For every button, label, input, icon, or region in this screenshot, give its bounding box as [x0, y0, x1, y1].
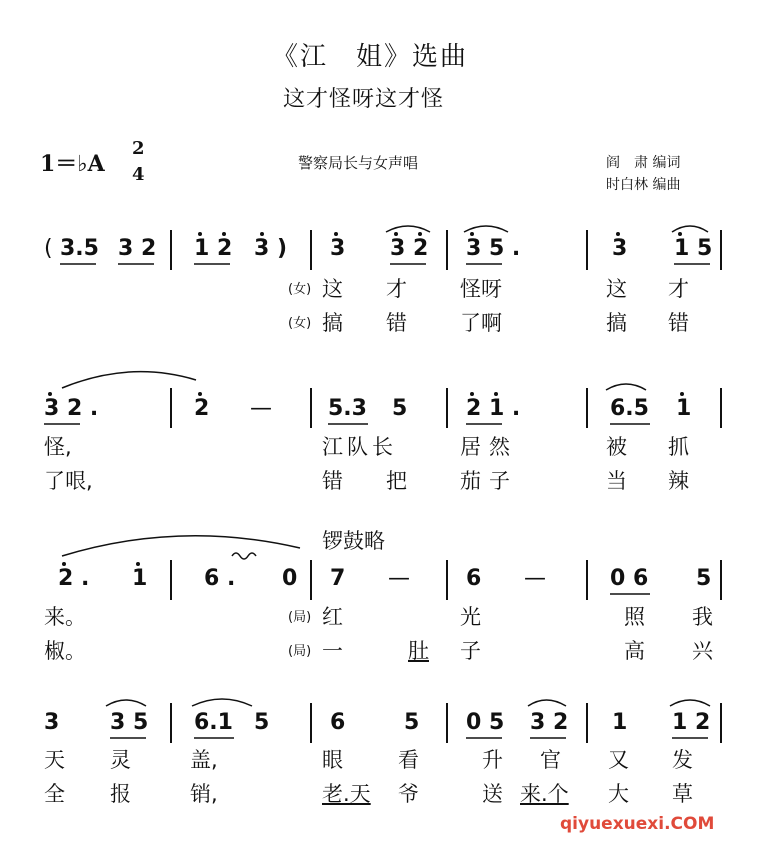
lyric: 来.个 [520, 782, 569, 806]
lyric: 才 [386, 277, 407, 301]
note: 0 6 [610, 566, 649, 591]
slur [528, 700, 566, 706]
note: — [250, 396, 272, 421]
note: 6 . [204, 566, 236, 591]
slur [386, 226, 430, 232]
lyric: 照 [624, 605, 645, 629]
watermark-text: qiyuexuexi.COM [560, 814, 715, 834]
song-title: 《江 姐》选曲 [272, 42, 469, 72]
note: — [388, 566, 410, 591]
lyric: 这 [322, 277, 343, 301]
note: 1 [676, 396, 692, 421]
lyric: 爷 [398, 782, 419, 806]
slur [672, 226, 708, 232]
percussion-tag: 锣鼓略 [322, 529, 385, 553]
lyric: 了哏, [44, 469, 93, 493]
lyric: 错 [386, 311, 407, 335]
tie [62, 536, 300, 556]
note: 1 5 [674, 236, 713, 261]
key-signature: 1＝♭A [40, 151, 105, 177]
lyric: 辣 [668, 469, 689, 493]
lyric: 老.天 [322, 782, 371, 806]
lyric: 江队长 [322, 435, 397, 459]
note: 2 [194, 396, 210, 421]
lyric: 看 [398, 748, 419, 772]
lyric: 升 [482, 748, 503, 772]
role-label: (局) [288, 644, 312, 659]
note: 2 1 . [466, 396, 521, 421]
role-label: (女) [288, 282, 312, 297]
lyric: 了啊 [460, 311, 502, 335]
lyric: 眼 [322, 748, 343, 772]
performer-label: 警察局长与女声唱 [298, 154, 419, 172]
lyric: 我 [692, 605, 713, 629]
lyric: 灵 [110, 748, 131, 772]
slur [106, 700, 146, 706]
lyric: 红 [322, 605, 343, 629]
lyric: 子 [460, 639, 481, 663]
composer-credit: 时白林 编曲 [606, 177, 681, 193]
slur [192, 699, 252, 706]
note: 3 2 [118, 236, 157, 261]
note: 3 5 [110, 710, 149, 735]
lyric: 肚 [408, 639, 429, 663]
role-label: (女) [288, 316, 312, 331]
lyric: 又 [608, 748, 629, 772]
note: 5 [696, 566, 712, 591]
slur [606, 384, 646, 390]
lyric: 官 [540, 748, 561, 772]
note: 6 [330, 710, 346, 735]
note: 3 [44, 710, 60, 735]
note: 0 5 [466, 710, 505, 735]
lyric: 当 [606, 469, 627, 493]
slur [670, 700, 710, 706]
lyric: 盖, [190, 748, 218, 772]
lyric: 送 [482, 782, 503, 806]
lyric: 天 [44, 748, 65, 772]
lyricist-credit: 阎 肃 编词 [606, 155, 681, 171]
lyric: 全 [44, 782, 65, 806]
note: 5 [254, 710, 270, 735]
lyric: 把 [386, 469, 407, 493]
note: 6.1 [194, 710, 233, 735]
lyric: 椒。 [44, 639, 86, 663]
note: 2 . [58, 566, 90, 591]
note: — [524, 566, 546, 591]
lyric: 销, [190, 782, 218, 806]
note: 3.5 [60, 236, 99, 261]
lyric: 草 [672, 782, 693, 806]
note: 7 [330, 566, 346, 591]
note: 5.3 [328, 396, 367, 421]
lyric: 错 [668, 311, 689, 335]
lyric: 一 [322, 639, 343, 663]
lyric: 高 [624, 639, 645, 663]
note: 6.5 [610, 396, 649, 421]
lyric: 搞 [606, 311, 627, 335]
lyric: 怪, [44, 435, 72, 459]
note: 5 [404, 710, 420, 735]
note: ( [44, 236, 53, 261]
lyric: 报 [110, 782, 131, 806]
lyric: 错 [322, 469, 343, 493]
lyric: 兴 [692, 639, 713, 663]
note: 0 [282, 566, 298, 591]
tie [62, 372, 196, 388]
note: 5 [392, 396, 408, 421]
lyric: 被 [606, 435, 627, 459]
lyric: 大 [608, 782, 629, 806]
note: 1 2 [194, 236, 233, 261]
note: 3 ) [254, 236, 288, 261]
trill-mark [232, 553, 256, 559]
note: 1 [612, 710, 628, 735]
lyric: 搞 [322, 311, 343, 335]
song-subtitle: 这才怪呀这才怪 [283, 87, 445, 112]
lyric: 抓 [668, 435, 689, 459]
lyric: 光 [460, 605, 481, 629]
note: 3 [612, 236, 628, 261]
role-label: (局) [288, 610, 312, 625]
lyric: 居然 [460, 435, 518, 459]
lyric: 这 [606, 277, 627, 301]
note: 1 [132, 566, 148, 591]
time-signature-top: 2 [132, 138, 145, 159]
time-signature-bottom: 4 [132, 164, 145, 185]
note: 3 5 . [466, 236, 521, 261]
lyric: 才 [668, 277, 689, 301]
lyric: 来。 [44, 605, 86, 629]
note: 1 2 [672, 710, 711, 735]
slur [464, 226, 508, 232]
note: 3 2 . [44, 396, 99, 421]
note: 3 [330, 236, 346, 261]
note: 3 2 [390, 236, 429, 261]
note: 3 2 [530, 710, 569, 735]
lyric: 茄子 [460, 469, 518, 493]
lyric: 怪呀 [460, 277, 502, 301]
lyric: 发 [672, 748, 693, 772]
note: 6 [466, 566, 482, 591]
